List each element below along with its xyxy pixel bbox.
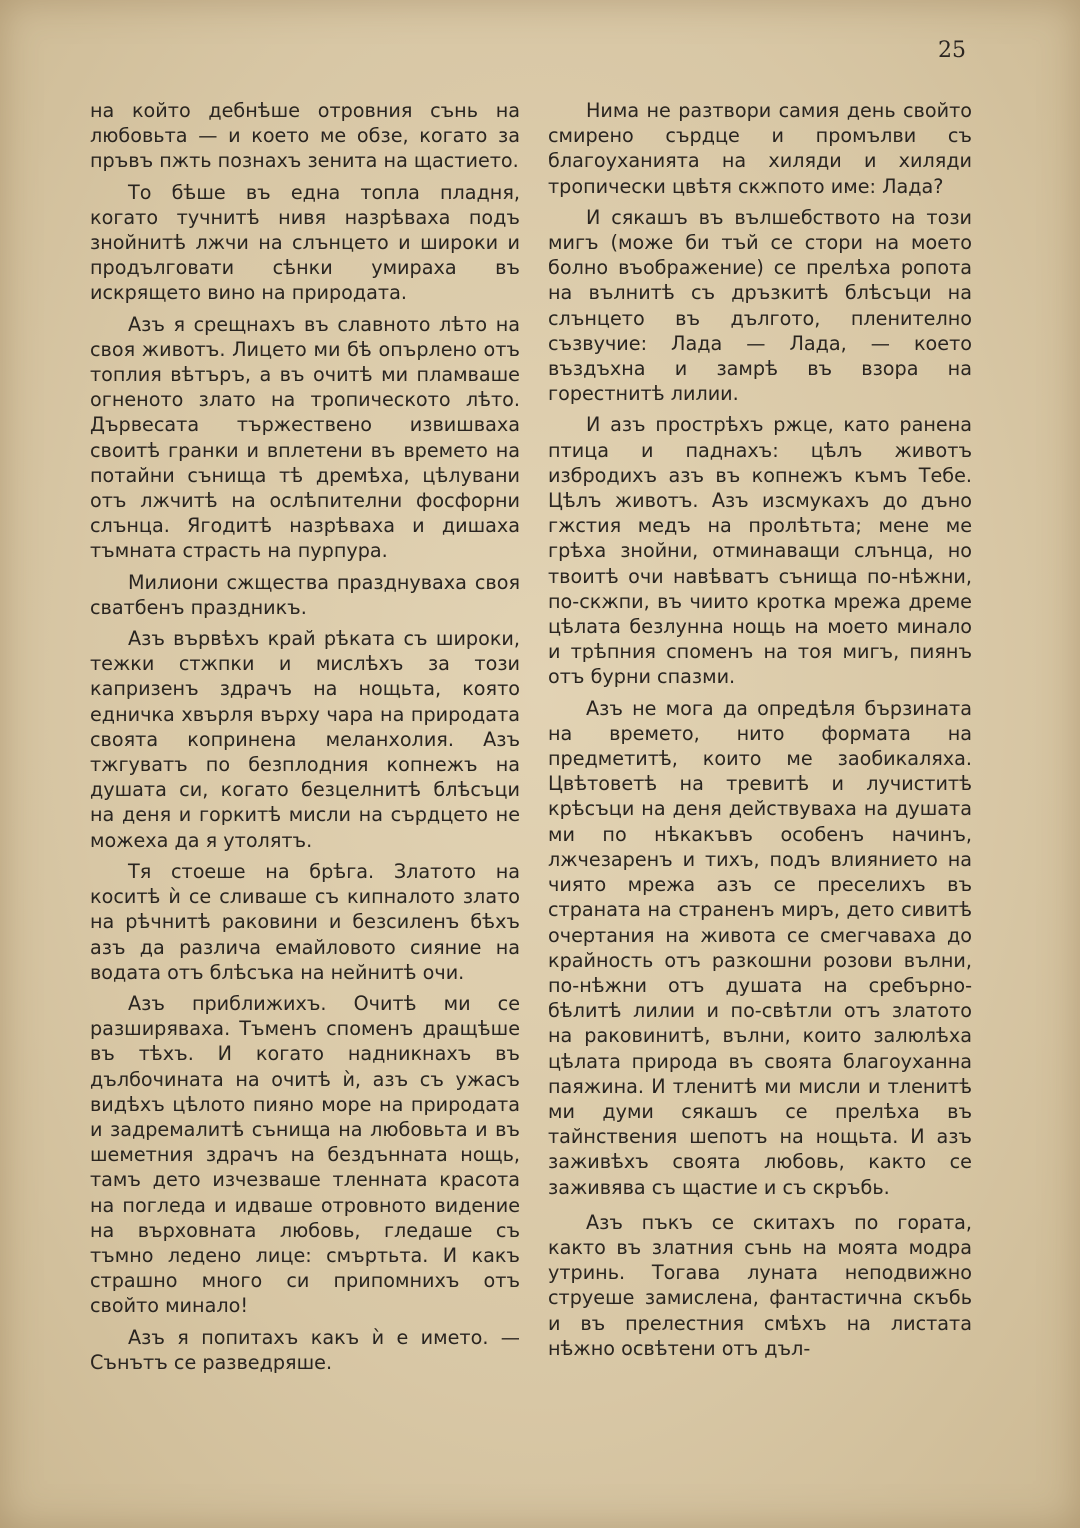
left-text-column xyxy=(90,98,520,1381)
right-paragraph-1: Нима не разтвори самия день свойто смирено сърдце и промълви съ благоуханията на хиляди и хиляди тропически цвѣтя скжпото име: Лада? xyxy=(548,99,972,198)
left-paragraph-2: То бѣше въ една топла пладня, когато тучнитѣ нивя назрѣваха подъ знойнитѣ лжчи на слънцето и широки и продълговати сѣнки умираха въ искрящето вино на природата. xyxy=(90,180,520,305)
left-paragraph-7: Азъ приближихъ. Очитѣ ми се разширяваха. Тъменъ споменъ дращѣше въ тѣхъ. И когато надникнахъ въ дълбочината на очитѣ ѝ, азъ съ ужасъ видѣхъ цѣлото пияно море на природата и задремалитѣ сънища на любовьта и въ шеметния здрачъ на бездънната нощь, тамъ дето изчезваше тленната красота на погледа и идваше отровното видение на върховната любовь, гледаше съ тъмно ледено лице: смъртьта. И какъ страшно много си припомнихъ отъ свойто минало! xyxy=(90,991,520,1318)
left-paragraph-5: Азъ вървѣхъ край рѣката съ широки, тежки стжпки и мислѣхъ за този капризенъ здрачъ на нощьта, която едничка хвърля върху чара на природата своята копринена меланхолия. Азъ тжгуватъ по безплодния копнежъ на душата си, когато безцелнитѣ блѣсъци на деня и горкитѣ мисли на сърдцето не можеха да я утолятъ. xyxy=(90,627,520,852)
page-number: 25 xyxy=(938,38,966,63)
right-paragraph-4: Азъ не мога да опредѣля бързината на времето, нито формата на предметитѣ, които ме заобикаляха. Цвѣтоветѣ на тревитѣ и лучиститѣ крѣсъци на деня действуваха на душата ми по нѣкакъвъ особенъ начинъ, лжчезаренъ и тихъ, подъ влиянието на чиято мрежа азъ се преселихъ въ страната на страненъ миръ, дето сивитѣ очертания на живота се смегчаваха до крайность отъ разкошни розови вълни, по-нѣжни отъ душата на сребърно-бѣлитѣ лилии и по-свѣтли отъ златото на раковинитѣ, вълни, които залюлѣха цѣлата природа въ своята благоуханна паяжина. И тленитѣ ми мисли и тленитѣ ми думи сякашъ се прелѣха въ тайнствения шепотъ на нощьта. И азъ заживѣхъ своята любовь, както се заживява съ щастие и съ скръбь. xyxy=(548,696,972,1199)
left-paragraph-8: Азъ я попитахъ какъ ѝ е името. — Сънътъ се разведряше. xyxy=(90,1325,520,1374)
right-paragraph-3: И азъ прострѣхъ ржце, като ранена птица и паднахъ: цѣлъ животъ избродихъ азъ въ копнежъ къмъ Тебе. Цѣлъ животъ. Азъ изсмукахъ до дъно гжстия медъ на пролѣтьта; мене ме грѣха знойни, отминаващи слънца, но твоитѣ очи навѣватъ сънища по-нѣжни, по-скжпи, въ чиито кротка мрежа дреме цѣлата безлунна нощь на моето минало и трѣпния споменъ на тоя мигъ, пиянъ отъ бурни спазми. xyxy=(548,413,972,689)
left-paragraph-3: Азъ я срещнахъ въ славното лѣто на своя животъ. Лицето ми бѣ опърлено отъ топлия вѣтъръ, а въ очитѣ ми пламваше огненото злато на тропическото лѣто. Дървесата тържествено извишваха своитѣ гранки и вплетени въ времето на потайни сънища тѣ дремѣха, цѣлувани отъ лжчитѣ на ослѣпителни фосфорни слънца. Ягодитѣ назрѣваха и дишаха тъмната страсть на пурпура. xyxy=(90,312,520,563)
right-text-column xyxy=(548,98,972,1367)
left-paragraph-1: на който дебнѣше отровния сънь на любовьта — и което ме обзе, когато за пръвъ пжть познахъ зенита на щастието. xyxy=(90,99,520,173)
right-paragraph-2: И сякашъ въ вълшебството на този мигъ (може би тъй се стори на моето болно въображение) се прелѣха ропота на вълнитѣ съ дръзкитѣ блѣсъци на слънцето въ дългото, пленително съзвучие: Лада — Лада, — което въздъхна и замрѣ въ взора на горестнитѣ лилии. xyxy=(548,205,972,406)
left-paragraph-4: Милиони сжщества празднуваха своя сватбенъ праздникъ. xyxy=(90,570,520,619)
left-paragraph-6: Тя стоеше на брѣга. Златото на коситѣ ѝ се сливаше съ кипналото злато на рѣчнитѣ раковини и безсиленъ бѣхъ азъ да различа емайловото сияние на водата отъ блѣсъка на нейнитѣ очи. xyxy=(90,859,520,984)
right-paragraph-5: Азъ пъкъ се скитахъ по гората, както въ златния сънь на моята модра утринь. Тогава луната неподвижно струеше замислена, фантастична скъбь и въ прелестния смѣхъ на листата нѣжно освѣтени отъ дъл- xyxy=(548,1210,972,1360)
